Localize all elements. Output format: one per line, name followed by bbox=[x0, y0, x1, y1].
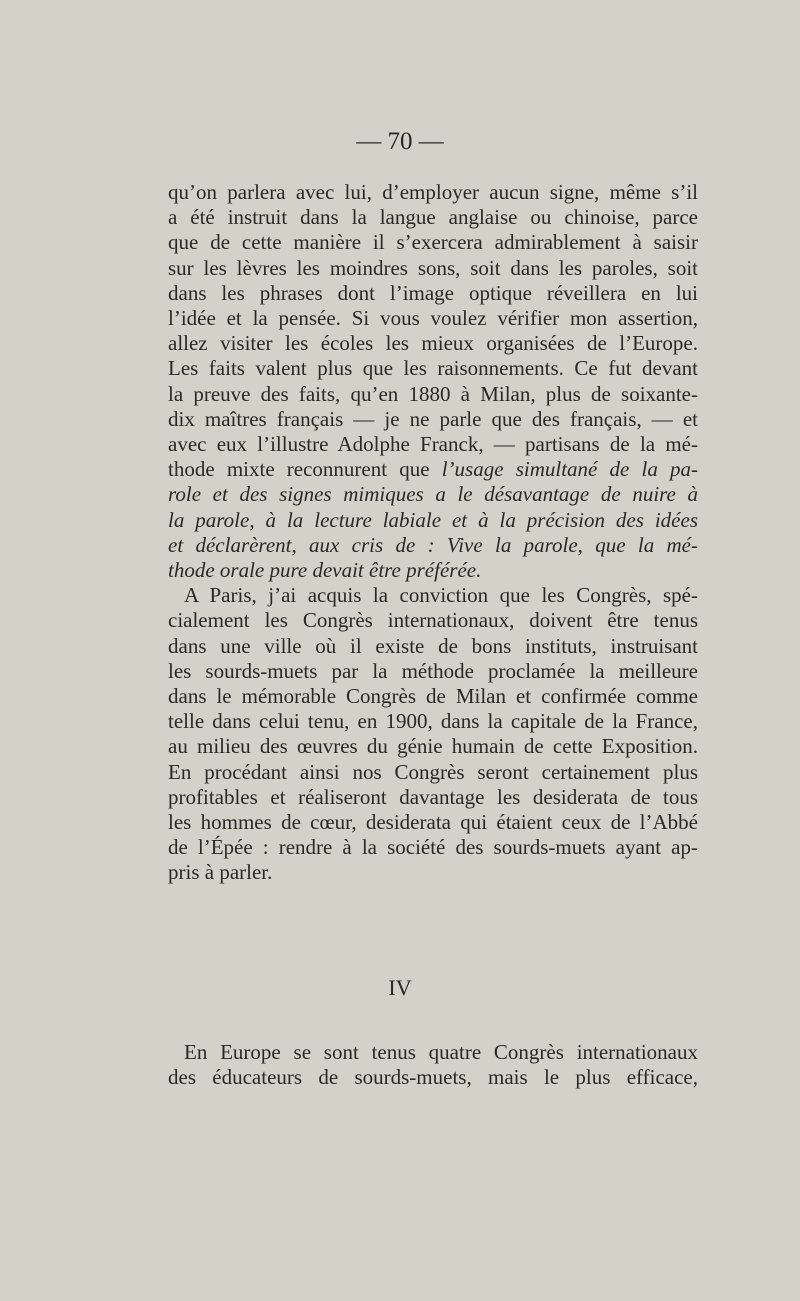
text-run: thode mixte reconnurent que bbox=[168, 457, 442, 482]
paragraph-1 bbox=[168, 180, 698, 583]
text-line: au milieu des œuvres du génie humain de cette Exposition. bbox=[168, 734, 698, 759]
paragraph-3 bbox=[168, 1040, 698, 1090]
body-text-continued bbox=[168, 1040, 698, 1090]
text-line: l’idée et la pensée. Si vous voulez vérifier mon assertion, bbox=[168, 306, 698, 331]
text-line: Les faits valent plus que les raisonnements. Ce fut devant bbox=[168, 356, 698, 381]
text-line: dans une ville où il existe de bons instituts, instruisant bbox=[168, 633, 698, 658]
italic-text-line: et déclarèrent, aux cris de : Vive la parole, que la mé- bbox=[168, 532, 698, 557]
text-line: telle dans celui tenu, en 1900, dans la capitale de la France, bbox=[168, 709, 698, 734]
text-line: avec eux l’illustre Adolphe Franck, — partisans de la mé- bbox=[168, 432, 698, 457]
italic-text-run: l’usage simultané de la pa- bbox=[441, 457, 698, 482]
text-line: dans le mémorable Congrès de Milan et confirmée comme bbox=[168, 684, 698, 709]
text-line: allez visiter les écoles les mieux organisées de l’Europe. bbox=[168, 331, 698, 356]
text-line: a été instruit dans la langue anglaise ou chinoise, parce bbox=[168, 205, 698, 230]
text-line: pris à parler. bbox=[168, 860, 273, 885]
italic-text-line: role et des signes mimiques a le désavantage de nuire à bbox=[168, 482, 698, 507]
text-line: cialement les Congrès internationaux, doivent être tenus bbox=[168, 608, 698, 633]
text-line: dans les phrases dont l’image optique réveillera en lui bbox=[168, 280, 698, 305]
section-heading: IV bbox=[388, 975, 412, 1000]
text-line: En procédant ainsi nos Congrès seront certainement plus bbox=[168, 759, 698, 784]
text-line: les hommes de cœur, desiderata qui étaient ceux de l’Abbé bbox=[168, 810, 698, 835]
text-line: les sourds-muets par la méthode proclamée la meilleure bbox=[168, 658, 698, 683]
paragraph-2 bbox=[168, 583, 698, 885]
text-line: des éducateurs de sourds-muets, mais le plus efficace, bbox=[168, 1065, 698, 1090]
text-line: profitables et réaliseront davantage les desiderata de tous bbox=[168, 784, 698, 809]
text-line: de l’Épée : rendre à la société des sourds-muets ayant ap- bbox=[168, 835, 698, 860]
text-line: A Paris, j’ai acquis la conviction que les Congrès, spé- bbox=[184, 583, 698, 608]
text-line: la preuve des faits, qu’en 1880 à Milan, plus de soixante- bbox=[168, 381, 698, 406]
text-line: qu’on parlera avec lui, d’employer aucun signe, même s’il bbox=[168, 180, 698, 204]
text-line: dix maîtres français — je ne parle que des français, — et bbox=[168, 406, 698, 431]
page-number: — 70 — bbox=[356, 128, 444, 155]
body-text bbox=[168, 180, 698, 886]
italic-text-line: la parole, à la lecture labiale et à la précision des idées bbox=[168, 507, 698, 532]
text-line: que de cette manière il s’exercera admirablement à saisir bbox=[168, 230, 698, 255]
italic-text-line: thode orale pure devait être préférée. bbox=[168, 558, 482, 583]
text-line: sur les lèvres les moindres sons, soit dans les paroles, soit bbox=[168, 255, 698, 280]
text-line: En Europe se sont tenus quatre Congrès internationaux bbox=[184, 1040, 698, 1064]
text-line-mixed bbox=[168, 457, 698, 482]
